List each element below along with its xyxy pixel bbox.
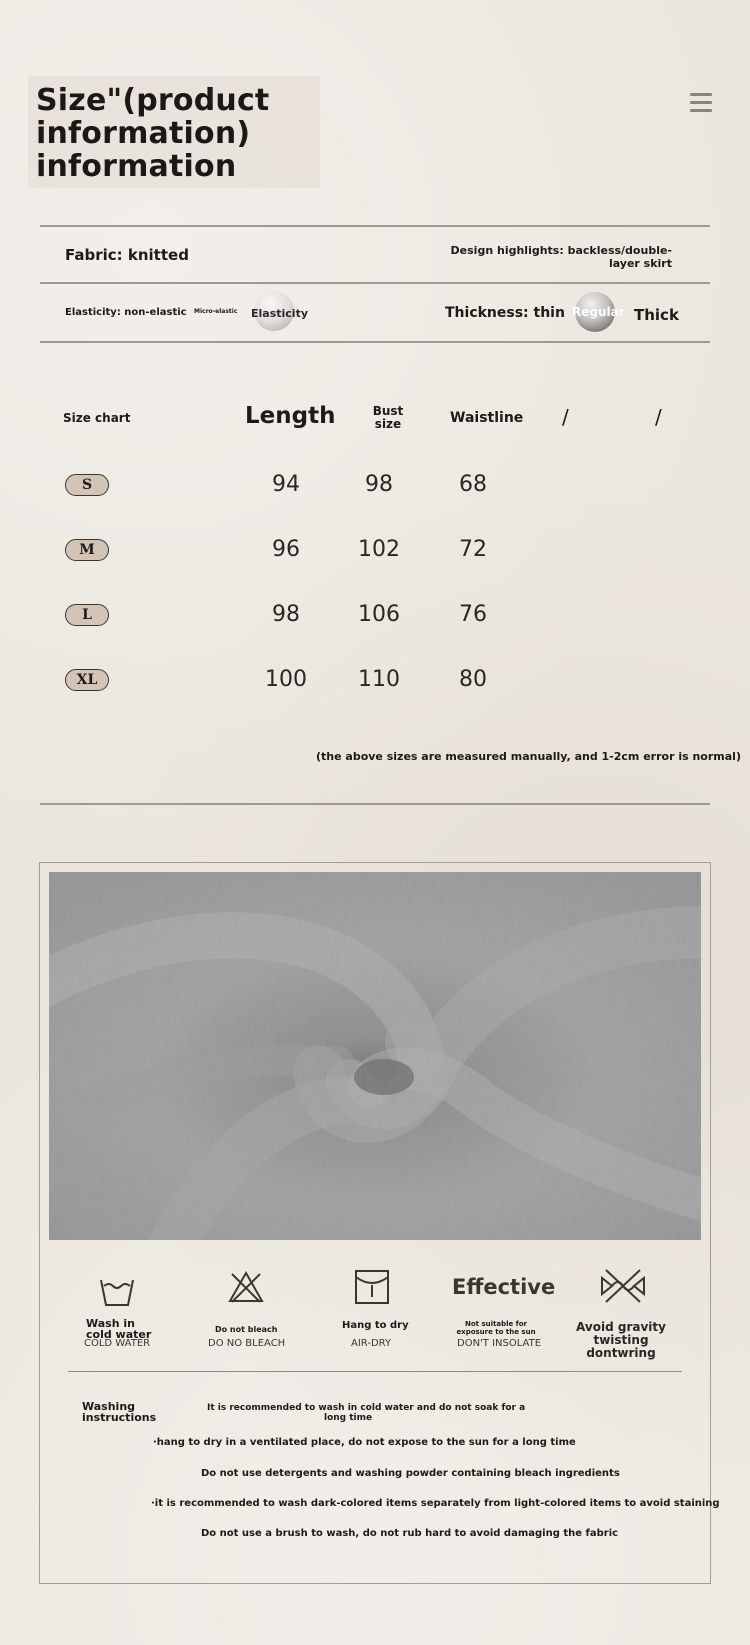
hang-dry-icon (352, 1267, 392, 1307)
column-header-bust: Bust size (372, 404, 404, 431)
washing-line: Do not use detergents and washing powder containing bleach ingredients (201, 1468, 620, 1479)
waist-value: 76 (459, 602, 487, 627)
bust-value: 110 (358, 667, 400, 692)
washing-line: Do not use a brush to wash, do not rub hard to avoid damaging the fabric (201, 1528, 619, 1539)
care-bleach-label: Do not bleach (215, 1325, 278, 1334)
design-highlights: Design highlights: backless/double-layer skirt (450, 244, 672, 270)
bust-value: 102 (358, 537, 400, 562)
size-badge: L (65, 604, 109, 626)
no-bleach-icon (226, 1268, 266, 1308)
elasticity-option-micro: Micro-elastic (194, 308, 238, 315)
divider (40, 225, 710, 227)
thickness-label: Thickness: thin (445, 305, 565, 321)
care-sun-sub: DON'T INSOLATE (457, 1338, 542, 1349)
size-badge: XL (65, 669, 109, 691)
size-badge: S (65, 474, 109, 496)
waist-value: 80 (459, 667, 487, 692)
length-value: 94 (272, 472, 300, 497)
care-wash-sub: COLD WATER (84, 1338, 151, 1349)
bust-value: 106 (358, 602, 400, 627)
effective-label: Effective (452, 1275, 556, 1299)
care-bleach-sub: DO NO BLEACH (208, 1338, 286, 1349)
column-header-length: Length (245, 403, 336, 429)
waist-value: 68 (459, 472, 487, 497)
washing-instructions-title: Washing instructions (82, 1400, 157, 1424)
fabric-label: Fabric: knitted (65, 246, 189, 264)
care-sun-label: Not suitable for exposure to the sun (456, 1320, 536, 1336)
washing-line: long time (324, 1413, 373, 1423)
elasticity-label: Elasticity: non-elastic (65, 307, 187, 318)
length-value: 96 (272, 537, 300, 562)
size-badge: M (65, 539, 109, 561)
size-chart-label: Size chart (63, 411, 131, 425)
elasticity-option-selected: Elasticity (251, 307, 309, 320)
no-wring-icon (598, 1266, 648, 1306)
fabric-texture-image (49, 872, 701, 1240)
washing-line: ·it is recommended to wash dark-colored items separately from light-colored items to avoid staining (151, 1498, 720, 1509)
bust-value: 98 (365, 472, 393, 497)
divider (40, 282, 710, 284)
column-header-blank: / (562, 405, 569, 429)
divider (40, 341, 710, 343)
washing-line: ·hang to dry in a ventilated place, do not expose to the sun for a long time (153, 1437, 576, 1448)
wash-tub-icon (97, 1272, 137, 1312)
care-dry-sub: AIR-DRY (351, 1338, 392, 1349)
care-wring-label: Avoid gravity twisting dontwring (576, 1320, 666, 1360)
washing-line: It is recommended to wash in cold water and do not soak for a (207, 1403, 526, 1413)
length-value: 98 (272, 602, 300, 627)
care-dry-label: Hang to dry (342, 1320, 409, 1331)
thickness-option-selected: Regular (572, 305, 625, 319)
menu-icon[interactable] (690, 93, 712, 113)
thickness-option-thick: Thick (634, 306, 679, 324)
waist-value: 72 (459, 537, 487, 562)
measurement-note: (the above sizes are measured manually, and 1-2cm error is normal) (316, 750, 741, 763)
length-value: 100 (265, 667, 307, 692)
column-header-waistline: Waistline (450, 410, 524, 426)
column-header-blank: / (655, 405, 662, 429)
divider (40, 803, 710, 805)
divider (68, 1371, 682, 1372)
page-title: Size"(product information) information (36, 83, 270, 184)
care-wash-label: Wash in cold water (86, 1317, 152, 1341)
